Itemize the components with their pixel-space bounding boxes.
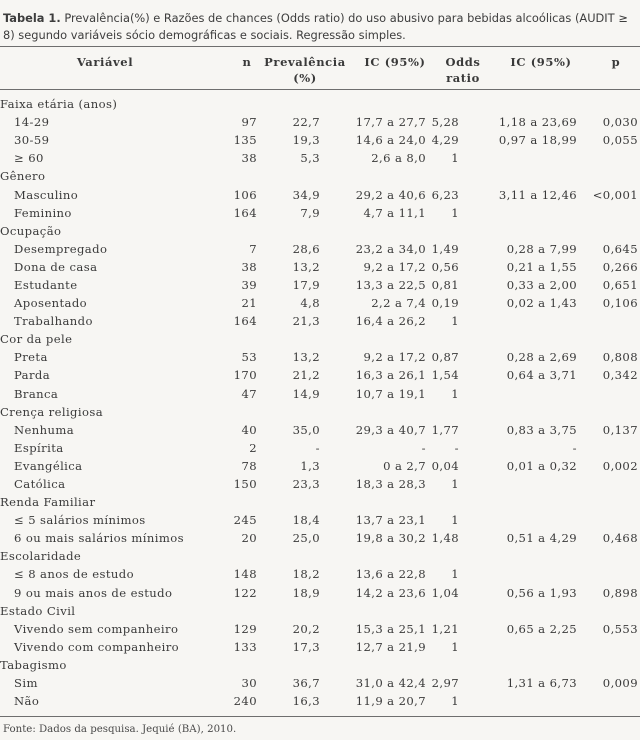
cell-odds-ratio: 1,49 <box>431 241 459 256</box>
cell-prevalencia: 18,9 <box>292 585 320 600</box>
cell-p <box>587 95 640 113</box>
cell-variavel: Preta <box>14 350 48 365</box>
cell-p <box>587 167 640 185</box>
cell-variavel: Renda Familiar <box>0 495 96 510</box>
cell-ic-odds <box>479 204 587 222</box>
group-row <box>0 330 640 348</box>
cell-ic-odds <box>479 511 587 529</box>
cell-ic-odds: 0,02 a 1,43 <box>506 296 577 311</box>
cell-prevalencia: 4,8 <box>300 296 320 311</box>
cell-ic-odds <box>479 95 587 113</box>
cell-p <box>587 547 640 565</box>
cell-odds-ratio: 0,87 <box>431 350 459 365</box>
cell-variavel: Espírita <box>14 440 64 455</box>
cell-variavel: 14-29 <box>14 115 50 130</box>
cell-variavel: Não <box>14 694 40 709</box>
table-row <box>0 457 640 475</box>
cell-odds-ratio <box>430 167 479 185</box>
cell-ic-prevalencia <box>328 493 430 511</box>
cell-odds-ratio: 1,04 <box>431 585 459 600</box>
cell-variavel: Gênero <box>0 169 46 184</box>
cell-odds-ratio <box>430 493 479 511</box>
cell-p <box>587 602 640 620</box>
cell-p <box>587 565 640 583</box>
cell-variavel: 30-59 <box>14 133 50 148</box>
cell-ic-prevalencia: 13,6 a 22,8 <box>355 567 426 582</box>
cell-ic-prevalencia: 0 a 2,7 <box>383 458 426 473</box>
table-row <box>0 439 640 457</box>
cell-odds-ratio: 1 <box>451 694 459 709</box>
table-caption <box>3 10 637 44</box>
header-variavel: Variável <box>76 55 134 69</box>
cell-n: 47 <box>241 386 257 401</box>
cell-ic-prevalencia <box>328 330 430 348</box>
cell-ic-prevalencia: 15,3 a 25,1 <box>355 621 426 636</box>
cell-odds-ratio: - <box>454 440 459 455</box>
cell-ic-prevalencia: 29,3 a 40,7 <box>355 422 426 437</box>
cell-p <box>587 638 640 656</box>
cell-ic-odds <box>479 312 587 330</box>
cell-p <box>587 511 640 529</box>
cell-odds-ratio: 1 <box>451 314 459 329</box>
cell-ic-odds: 0,21 a 1,55 <box>506 259 577 274</box>
cell-odds-ratio: 6,23 <box>431 187 459 202</box>
cell-odds-ratio: 1 <box>451 639 459 654</box>
group-row <box>0 167 640 185</box>
bottom-rule <box>0 716 640 717</box>
cell-n <box>212 222 257 240</box>
cell-prevalencia: 28,6 <box>292 241 320 256</box>
cell-odds-ratio: 1 <box>451 477 459 492</box>
cell-variavel: Trabalhando <box>14 314 93 329</box>
table-row <box>0 276 640 294</box>
cell-variavel: Católica <box>14 477 66 492</box>
table-row <box>0 674 640 692</box>
cell-p <box>587 692 640 710</box>
cell-prevalencia: 19,3 <box>292 133 320 148</box>
table-row <box>0 584 640 602</box>
cell-p: 0,009 <box>602 676 638 691</box>
group-row <box>0 602 640 620</box>
group-row <box>0 222 640 240</box>
cell-odds-ratio: 1,21 <box>431 621 459 636</box>
cell-prevalencia: 5,3 <box>300 151 320 166</box>
cell-odds-ratio <box>430 222 479 240</box>
cell-prevalencia <box>257 403 328 421</box>
cell-ic-odds: 0,51 a 4,29 <box>506 531 577 546</box>
cell-variavel: Sim <box>14 676 38 691</box>
cell-p: 0,266 <box>602 259 638 274</box>
cell-variavel: Cor da pele <box>0 332 73 347</box>
cell-p <box>587 656 640 674</box>
cell-n: 38 <box>241 259 257 274</box>
cell-n: 148 <box>233 567 257 582</box>
cell-p <box>587 149 640 167</box>
cell-ic-prevalencia <box>328 547 430 565</box>
cell-ic-odds <box>479 222 587 240</box>
cell-ic-prevalencia: 13,3 a 22,5 <box>355 277 426 292</box>
cell-prevalencia <box>257 547 328 565</box>
cell-p <box>587 439 640 457</box>
cell-ic-prevalencia <box>328 602 430 620</box>
cell-variavel: Tabagismo <box>0 657 67 672</box>
cell-p: 0,898 <box>602 585 638 600</box>
cell-n <box>212 95 257 113</box>
header-prevalencia-unit: (%) <box>293 71 317 85</box>
table-row <box>0 511 640 529</box>
cell-n: 40 <box>241 422 257 437</box>
cell-n: 2 <box>249 440 257 455</box>
cell-n: 21 <box>241 296 257 311</box>
table-row <box>0 529 640 547</box>
cell-odds-ratio: 0,04 <box>431 458 459 473</box>
cell-ic-odds <box>479 493 587 511</box>
cell-prevalencia: 18,2 <box>292 567 320 582</box>
cell-prevalencia: 34,9 <box>292 187 320 202</box>
cell-prevalencia: 18,4 <box>292 513 320 528</box>
cell-variavel: Masculino <box>14 187 79 202</box>
cell-p <box>587 385 640 403</box>
cell-ic-prevalencia <box>328 403 430 421</box>
cell-prevalencia <box>257 656 328 674</box>
table-row <box>0 204 640 222</box>
cell-p: 0,055 <box>602 133 638 148</box>
header-ratio-label: ratio <box>446 71 480 85</box>
cell-p <box>587 330 640 348</box>
cell-prevalencia: 1,3 <box>300 458 320 473</box>
table-row <box>0 620 640 638</box>
cell-odds-ratio <box>430 330 479 348</box>
cell-variavel: Escolaridade <box>0 549 82 564</box>
cell-ic-prevalencia: 19,8 a 30,2 <box>355 531 426 546</box>
table-row <box>0 258 640 276</box>
cell-p: 0,645 <box>602 241 638 256</box>
cell-variavel: Desempregado <box>14 241 108 256</box>
cell-ic-prevalencia: 31,0 a 42,4 <box>355 676 426 691</box>
cell-variavel: Faixa etária (anos) <box>0 97 118 112</box>
cell-ic-prevalencia <box>328 656 430 674</box>
cell-variavel: Dona de casa <box>14 259 98 274</box>
cell-n: 240 <box>233 694 257 709</box>
header-ic-prevalencia: IC (95%) <box>364 55 426 69</box>
cell-n: 150 <box>233 477 257 492</box>
cell-ic-odds: 3,11 a 12,46 <box>498 187 577 202</box>
cell-variavel: ≥ 60 <box>14 151 44 166</box>
cell-n: 170 <box>233 368 257 383</box>
cell-ic-odds: 0,83 a 3,75 <box>506 422 577 437</box>
cell-n: 53 <box>241 350 257 365</box>
cell-variavel: Estado Civil <box>0 603 76 618</box>
cell-prevalencia: 22,7 <box>292 115 320 130</box>
cell-n <box>212 656 257 674</box>
cell-n: 122 <box>233 585 257 600</box>
table-body <box>0 95 640 710</box>
table-row <box>0 113 640 131</box>
group-row <box>0 493 640 511</box>
cell-p <box>587 475 640 493</box>
cell-prevalencia: - <box>315 440 320 455</box>
cell-prevalencia <box>257 493 328 511</box>
cell-ic-odds: 0,56 a 1,93 <box>506 585 577 600</box>
cell-ic-odds <box>479 565 587 583</box>
table-row <box>0 565 640 583</box>
cell-prevalencia: 17,9 <box>292 277 320 292</box>
cell-ic-odds <box>479 475 587 493</box>
header-ic-odds: IC (95%) <box>510 55 572 69</box>
cell-variavel: Evangélica <box>14 458 83 473</box>
cell-n: 133 <box>233 639 257 654</box>
cell-ic-prevalencia: 2,6 a 8,0 <box>371 151 426 166</box>
cell-p: 0,106 <box>602 296 638 311</box>
cell-ic-odds: 0,33 a 2,00 <box>506 277 577 292</box>
cell-p: 0,030 <box>602 115 638 130</box>
cell-n: 129 <box>233 621 257 636</box>
cell-variavel: 6 ou mais salários mínimos <box>14 531 184 546</box>
cell-ic-prevalencia: 18,3 a 28,3 <box>355 477 426 492</box>
cell-odds-ratio: 1,48 <box>431 531 459 546</box>
cell-n: 39 <box>241 277 257 292</box>
cell-p <box>587 493 640 511</box>
cell-ic-odds: 0,28 a 7,99 <box>506 241 577 256</box>
cell-n: 245 <box>233 513 257 528</box>
cell-variavel: ≤ 5 salários mínimos <box>14 513 146 528</box>
cell-prevalencia: 13,2 <box>292 259 320 274</box>
cell-p <box>587 204 640 222</box>
cell-n: 106 <box>233 187 257 202</box>
cell-p <box>587 403 640 421</box>
cell-n <box>212 403 257 421</box>
cell-n: 20 <box>241 531 257 546</box>
cell-odds-ratio <box>430 403 479 421</box>
cell-ic-odds: 0,01 a 0,32 <box>506 458 577 473</box>
cell-odds-ratio: 1 <box>451 567 459 582</box>
cell-odds-ratio: 1 <box>451 386 459 401</box>
cell-ic-odds <box>479 385 587 403</box>
cell-n <box>212 167 257 185</box>
cell-ic-prevalencia: 23,2 a 34,0 <box>355 241 426 256</box>
header-p: p <box>611 55 621 69</box>
table-row <box>0 312 640 330</box>
cell-p: 0,342 <box>602 368 638 383</box>
cell-ic-odds: 0,97 a 18,99 <box>498 133 577 148</box>
cell-odds-ratio: 0,19 <box>431 296 459 311</box>
cell-odds-ratio: 1,54 <box>431 368 459 383</box>
cell-ic-prevalencia: 9,2 a 17,2 <box>363 350 426 365</box>
cell-odds-ratio <box>430 95 479 113</box>
cell-prevalencia: 21,2 <box>292 368 320 383</box>
cell-ic-odds: - <box>572 440 577 455</box>
cell-variavel: Parda <box>14 368 51 383</box>
cell-n: 135 <box>233 133 257 148</box>
cell-n: 7 <box>249 241 257 256</box>
table-row <box>0 421 640 439</box>
group-row <box>0 403 640 421</box>
table-row <box>0 240 640 258</box>
cell-ic-prevalencia: 10,7 a 19,1 <box>355 386 426 401</box>
table-row <box>0 149 640 167</box>
cell-n: 30 <box>241 676 257 691</box>
cell-ic-prevalencia: 11,9 a 20,7 <box>355 694 426 709</box>
top-rule <box>0 46 640 47</box>
header-odds-ratio <box>438 54 488 86</box>
cell-prevalencia: 16,3 <box>292 694 320 709</box>
cell-n: 78 <box>241 458 257 473</box>
cell-prevalencia: 7,9 <box>300 205 320 220</box>
cell-odds-ratio: 0,56 <box>431 259 459 274</box>
cell-odds-ratio: 1 <box>451 513 459 528</box>
header-prevalencia <box>264 54 346 86</box>
cell-odds-ratio <box>430 547 479 565</box>
cell-ic-odds: 1,31 a 6,73 <box>506 676 577 691</box>
cell-ic-odds <box>479 547 587 565</box>
cell-ic-odds <box>479 638 587 656</box>
header-rule <box>0 89 640 90</box>
cell-prevalencia: 20,2 <box>292 621 320 636</box>
cell-prevalencia: 17,3 <box>292 639 320 654</box>
cell-prevalencia: 36,7 <box>292 676 320 691</box>
table-row <box>0 475 640 493</box>
cell-ic-prevalencia <box>328 167 430 185</box>
cell-ic-prevalencia: 16,4 a 26,2 <box>355 314 426 329</box>
cell-n: 38 <box>241 151 257 166</box>
data-table <box>0 95 640 710</box>
cell-ic-prevalencia: 9,2 a 17,2 <box>363 259 426 274</box>
table-row <box>0 366 640 384</box>
table-row <box>0 638 640 656</box>
cell-n <box>212 493 257 511</box>
cell-prevalencia <box>257 602 328 620</box>
caption-text: Prevalência(%) e Razões de chances (Odds ratio) do uso abusivo para bebidas alcoólicas (AUDIT ≥ 8) segundo variáveis sócio demográficas e sociais. Regressão simples. <box>3 11 628 42</box>
cell-prevalencia <box>257 330 328 348</box>
cell-odds-ratio: 1 <box>451 151 459 166</box>
cell-variavel: Estudante <box>14 277 78 292</box>
cell-prevalencia: 14,9 <box>292 386 320 401</box>
caption-label: Tabela 1. <box>3 11 61 25</box>
cell-n <box>212 330 257 348</box>
table-row <box>0 294 640 312</box>
cell-variavel: Branca <box>14 386 59 401</box>
cell-ic-odds <box>479 602 587 620</box>
cell-p: 0,137 <box>602 422 638 437</box>
cell-prevalencia: 23,3 <box>292 477 320 492</box>
cell-ic-odds: 0,64 a 3,71 <box>506 368 577 383</box>
cell-ic-odds: 1,18 a 23,69 <box>498 115 577 130</box>
cell-ic-prevalencia <box>328 222 430 240</box>
cell-n: 164 <box>233 314 257 329</box>
cell-ic-odds <box>479 692 587 710</box>
cell-prevalencia: 21,3 <box>292 314 320 329</box>
cell-p <box>587 222 640 240</box>
table-row <box>0 131 640 149</box>
cell-odds-ratio: 1 <box>451 205 459 220</box>
cell-variavel: Crença religiosa <box>0 404 104 419</box>
cell-variavel: ≤ 8 anos de estudo <box>14 567 134 582</box>
table-row <box>0 185 640 203</box>
header-n: n <box>242 55 252 69</box>
group-row <box>0 95 640 113</box>
cell-ic-odds <box>479 656 587 674</box>
cell-ic-prevalencia: 29,2 a 40,6 <box>355 187 426 202</box>
cell-prevalencia <box>257 95 328 113</box>
cell-ic-odds <box>479 149 587 167</box>
cell-variavel: Vivendo com companheiro <box>14 639 180 654</box>
cell-ic-prevalencia: 12,7 a 21,9 <box>355 639 426 654</box>
cell-odds-ratio: 2,97 <box>431 676 459 691</box>
cell-p: 0,808 <box>602 350 638 365</box>
cell-n <box>212 547 257 565</box>
cell-variavel: Aposentado <box>14 296 88 311</box>
table-row <box>0 385 640 403</box>
cell-prevalencia: 25,0 <box>292 531 320 546</box>
cell-p: 0,553 <box>602 621 638 636</box>
cell-p: <0,001 <box>592 187 638 202</box>
cell-ic-odds <box>479 403 587 421</box>
cell-prevalencia <box>257 222 328 240</box>
cell-variavel: Feminino <box>14 205 72 220</box>
cell-ic-odds: 0,65 a 2,25 <box>506 621 577 636</box>
cell-ic-prevalencia: - <box>421 440 426 455</box>
cell-variavel: Ocupação <box>0 223 62 238</box>
cell-ic-prevalencia: 4,7 a 11,1 <box>363 205 426 220</box>
cell-odds-ratio <box>430 656 479 674</box>
cell-p: 0,002 <box>602 458 638 473</box>
cell-prevalencia <box>257 167 328 185</box>
cell-p: 0,468 <box>602 531 638 546</box>
cell-odds-ratio: 1,77 <box>431 422 459 437</box>
cell-odds-ratio: 5,28 <box>431 115 459 130</box>
cell-prevalencia: 13,2 <box>292 350 320 365</box>
table-footer-source: Fonte: Dados da pesquisa. Jequié (BA), 2010. <box>3 724 237 735</box>
cell-ic-prevalencia: 17,7 a 27,7 <box>355 115 426 130</box>
cell-p <box>587 312 640 330</box>
cell-ic-odds: 0,28 a 2,69 <box>506 350 577 365</box>
cell-odds-ratio: 0,81 <box>431 277 459 292</box>
cell-n: 164 <box>233 205 257 220</box>
cell-ic-prevalencia: 14,2 a 23,6 <box>355 585 426 600</box>
table-row <box>0 692 640 710</box>
cell-ic-prevalencia: 13,7 a 23,1 <box>355 513 426 528</box>
cell-variavel: Vivendo sem companheiro <box>14 621 179 636</box>
cell-ic-prevalencia: 14,6 a 24,0 <box>355 133 426 148</box>
cell-ic-prevalencia: 16,3 a 26,1 <box>355 368 426 383</box>
cell-variavel: Nenhuma <box>14 422 75 437</box>
cell-n <box>212 602 257 620</box>
cell-odds-ratio <box>430 602 479 620</box>
cell-prevalencia: 35,0 <box>292 422 320 437</box>
header-odds-label: Odds <box>445 55 481 69</box>
cell-variavel: 9 ou mais anos de estudo <box>14 585 173 600</box>
cell-ic-odds <box>479 330 587 348</box>
cell-p: 0,651 <box>602 277 638 292</box>
cell-odds-ratio: 4,29 <box>431 133 459 148</box>
cell-n: 97 <box>241 115 257 130</box>
cell-ic-prevalencia: 2,2 a 7,4 <box>371 296 426 311</box>
group-row <box>0 547 640 565</box>
group-row <box>0 656 640 674</box>
table-row <box>0 348 640 366</box>
header-prevalencia-label: Prevalência <box>264 55 346 69</box>
cell-ic-odds <box>479 167 587 185</box>
cell-ic-prevalencia <box>328 95 430 113</box>
